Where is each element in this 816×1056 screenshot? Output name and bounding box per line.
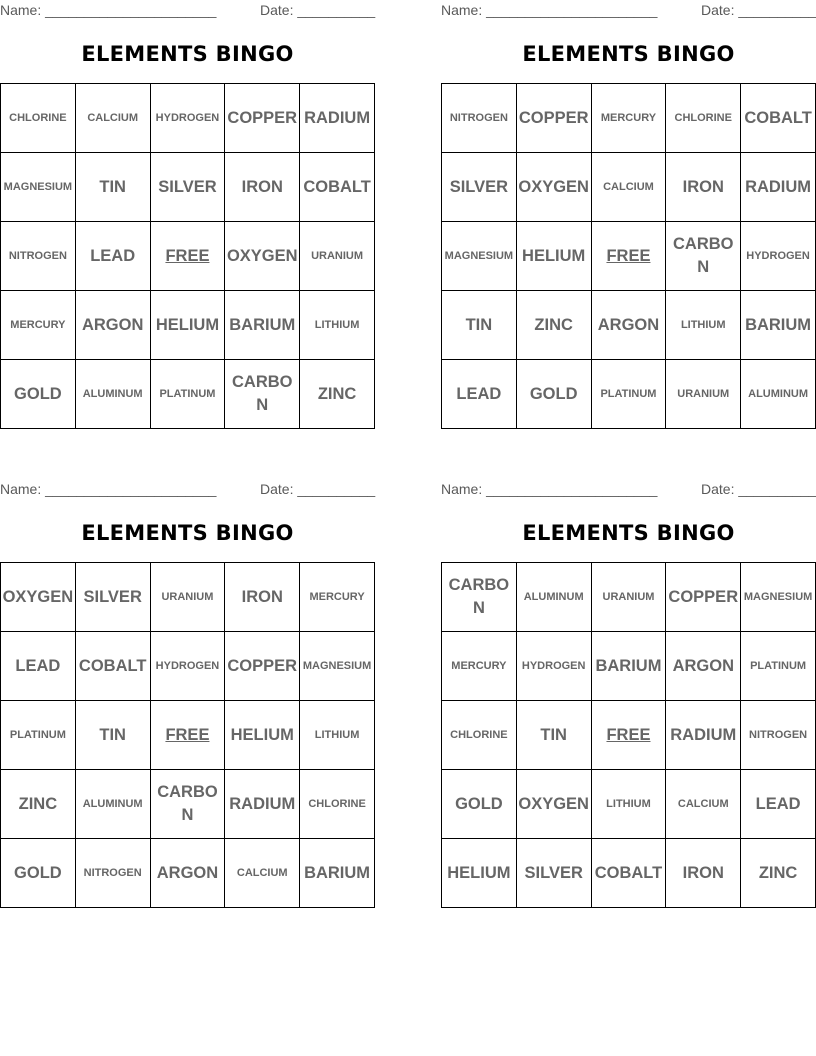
bingo-cell: BARIUM	[741, 291, 816, 360]
bingo-row	[442, 222, 816, 291]
bingo-row	[1, 632, 375, 701]
bingo-cell: MAGNESIUM	[300, 632, 375, 701]
bingo-cell: TIN	[75, 153, 150, 222]
bingo-cell: MAGNESIUM	[442, 222, 517, 291]
bingo-cell: MAGNESIUM	[741, 563, 816, 632]
bingo-cell: IRON	[666, 153, 741, 222]
bingo-cell: CALCIUM	[666, 770, 741, 839]
bingo-cell: IRON	[225, 563, 300, 632]
bingo-cell: MERCURY	[591, 84, 666, 153]
bingo-cell: MAGNESIUM	[1, 153, 76, 222]
bingo-cell: CHLORINE	[442, 701, 517, 770]
name-field-label: Name: ______________________	[0, 481, 217, 497]
bingo-cell: ALUMINUM	[516, 563, 591, 632]
bingo-cell: OXYGEN	[1, 563, 76, 632]
bingo-cell: MERCURY	[300, 563, 375, 632]
bingo-row	[1, 222, 375, 291]
bingo-cell: GOLD	[1, 360, 76, 429]
card-title: ELEMENTS BINGO	[81, 521, 294, 545]
bingo-cell: COBALT	[75, 632, 150, 701]
bingo-row	[442, 153, 816, 222]
bingo-cell: LEAD	[442, 360, 517, 429]
bingo-cell: PLATINUM	[150, 360, 225, 429]
bingo-cell: PLATINUM	[591, 360, 666, 429]
bingo-cell: COBALT	[741, 84, 816, 153]
bingo-row	[442, 291, 816, 360]
date-field-label: Date: __________	[701, 2, 816, 18]
bingo-cell: HYDROGEN	[741, 222, 816, 291]
bingo-cell: RADIUM	[666, 701, 741, 770]
bingo-cell: CARBON	[150, 770, 225, 839]
bingo-cell: CALCIUM	[591, 153, 666, 222]
bingo-row	[442, 632, 816, 701]
bingo-row	[1, 291, 375, 360]
card-header	[441, 481, 816, 501]
bingo-row	[442, 84, 816, 153]
free-space: FREE	[150, 701, 225, 770]
bingo-cell: COPPER	[225, 84, 300, 153]
bingo-row	[1, 563, 375, 632]
bingo-cell: RADIUM	[741, 153, 816, 222]
bingo-cell: HELIUM	[442, 839, 517, 908]
bingo-cell: LEAD	[1, 632, 76, 701]
bingo-cell: BARIUM	[300, 839, 375, 908]
bingo-grid	[0, 83, 375, 429]
bingo-cell: URANIUM	[150, 563, 225, 632]
bingo-cell: CALCIUM	[225, 839, 300, 908]
bingo-row	[1, 153, 375, 222]
bingo-cell: BARIUM	[591, 632, 666, 701]
bingo-cell: CHLORINE	[666, 84, 741, 153]
bingo-cell: URANIUM	[666, 360, 741, 429]
bingo-cell: CHLORINE	[1, 84, 76, 153]
bingo-cell: PLATINUM	[741, 632, 816, 701]
bingo-cell: LITHIUM	[300, 291, 375, 360]
free-space: FREE	[591, 701, 666, 770]
bingo-cell: CARBON	[225, 360, 300, 429]
bingo-row	[1, 84, 375, 153]
bingo-card-4	[441, 479, 816, 913]
name-field-label: Name: ______________________	[441, 481, 658, 497]
card-header	[441, 2, 816, 22]
bingo-cell: ZINC	[300, 360, 375, 429]
bingo-cell: CALCIUM	[75, 84, 150, 153]
bingo-cell: NITROGEN	[741, 701, 816, 770]
bingo-cell: LEAD	[741, 770, 816, 839]
bingo-cell: URANIUM	[300, 222, 375, 291]
bingo-cell: IRON	[666, 839, 741, 908]
bingo-cell: OXYGEN	[516, 153, 591, 222]
bingo-cell: GOLD	[1, 839, 76, 908]
free-space: FREE	[591, 222, 666, 291]
bingo-cell: ARGON	[591, 291, 666, 360]
free-space: FREE	[150, 222, 225, 291]
bingo-cell: ALUMINUM	[75, 360, 150, 429]
bingo-cell: LITHIUM	[666, 291, 741, 360]
bingo-cell: ARGON	[75, 291, 150, 360]
card-header	[0, 2, 375, 22]
bingo-cell: IRON	[225, 153, 300, 222]
bingo-cell: TIN	[516, 701, 591, 770]
bingo-row	[1, 770, 375, 839]
card-title: ELEMENTS BINGO	[81, 42, 294, 66]
date-field-label: Date: __________	[701, 481, 816, 497]
bingo-cell: SILVER	[75, 563, 150, 632]
bingo-cell: SILVER	[442, 153, 517, 222]
bingo-cell: ZINC	[1, 770, 76, 839]
bingo-cell: CARBON	[442, 563, 517, 632]
bingo-cell: HELIUM	[225, 701, 300, 770]
bingo-cell: COBALT	[300, 153, 375, 222]
bingo-cell: LITHIUM	[591, 770, 666, 839]
bingo-cell: HELIUM	[150, 291, 225, 360]
bingo-grid	[441, 83, 816, 429]
name-field-label: Name: ______________________	[441, 2, 658, 18]
bingo-cell: SILVER	[516, 839, 591, 908]
bingo-grid	[0, 562, 375, 908]
bingo-cell: COPPER	[225, 632, 300, 701]
bingo-cell: HYDROGEN	[150, 84, 225, 153]
bingo-cell: NITROGEN	[442, 84, 517, 153]
bingo-cell: HYDROGEN	[150, 632, 225, 701]
date-field-label: Date: __________	[260, 2, 376, 18]
bingo-row	[442, 360, 816, 429]
bingo-cell: BARIUM	[225, 291, 300, 360]
bingo-cell: OXYGEN	[225, 222, 300, 291]
bingo-cell: LITHIUM	[300, 701, 375, 770]
bingo-cell: ALUMINUM	[75, 770, 150, 839]
date-field-label: Date: __________	[260, 481, 376, 497]
bingo-cell: NITROGEN	[75, 839, 150, 908]
bingo-cell: MERCURY	[1, 291, 76, 360]
bingo-row	[442, 839, 816, 908]
bingo-cell: URANIUM	[591, 563, 666, 632]
bingo-cell: HELIUM	[516, 222, 591, 291]
bingo-cell: CARBON	[666, 222, 741, 291]
bingo-row	[442, 770, 816, 839]
bingo-cell: ZINC	[741, 839, 816, 908]
bingo-cell: PLATINUM	[1, 701, 76, 770]
card-title: ELEMENTS BINGO	[522, 521, 735, 545]
bingo-cell: RADIUM	[225, 770, 300, 839]
bingo-cell: RADIUM	[300, 84, 375, 153]
bingo-cell: ALUMINUM	[741, 360, 816, 429]
bingo-row	[1, 839, 375, 908]
bingo-grid	[441, 562, 816, 908]
bingo-card-1	[0, 0, 375, 434]
bingo-cell: ARGON	[150, 839, 225, 908]
bingo-cell: COPPER	[666, 563, 741, 632]
bingo-cell: GOLD	[442, 770, 517, 839]
bingo-row	[1, 701, 375, 770]
bingo-row	[442, 701, 816, 770]
bingo-cell: COPPER	[516, 84, 591, 153]
bingo-row	[1, 360, 375, 429]
bingo-row	[442, 563, 816, 632]
bingo-cell: MERCURY	[442, 632, 517, 701]
bingo-cell: TIN	[75, 701, 150, 770]
bingo-cell: CHLORINE	[300, 770, 375, 839]
bingo-cell: COBALT	[591, 839, 666, 908]
bingo-cell: OXYGEN	[516, 770, 591, 839]
bingo-cell: LEAD	[75, 222, 150, 291]
card-header	[0, 481, 375, 501]
bingo-cell: SILVER	[150, 153, 225, 222]
bingo-cell: TIN	[442, 291, 517, 360]
card-title: ELEMENTS BINGO	[522, 42, 735, 66]
bingo-card-3	[0, 479, 375, 913]
bingo-cell: ARGON	[666, 632, 741, 701]
name-field-label: Name: ______________________	[0, 2, 217, 18]
bingo-card-2	[441, 0, 816, 434]
bingo-cell: ZINC	[516, 291, 591, 360]
bingo-cell: GOLD	[516, 360, 591, 429]
bingo-cell: HYDROGEN	[516, 632, 591, 701]
bingo-cell: NITROGEN	[1, 222, 76, 291]
